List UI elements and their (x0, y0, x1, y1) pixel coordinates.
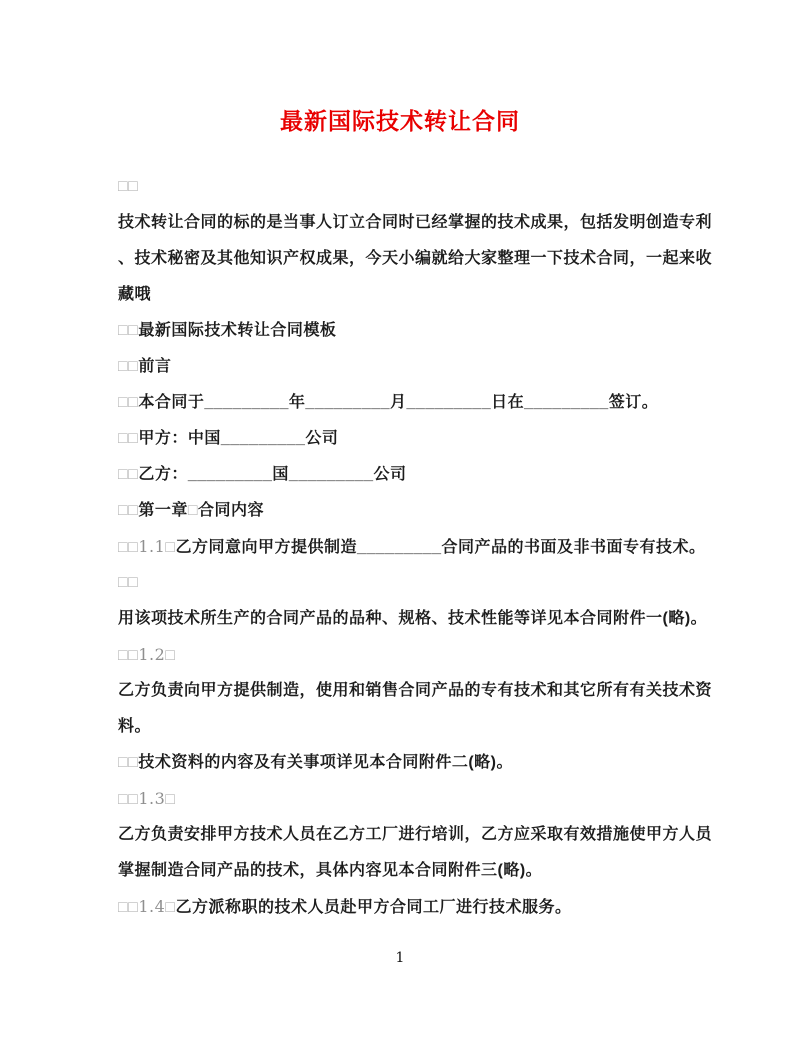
placeholder-box: □ (128, 322, 139, 339)
placeholder-box: □ (128, 394, 139, 411)
text-line: □□1.4□乙方派称职的技术人员赴甲方合同工厂进行技术服务。 (118, 897, 572, 916)
text-line: 乙方负责向甲方提供制造，使用和销售合同产品的专有技术和其它所有有关技术资 (118, 682, 713, 699)
placeholder-box: □ (128, 358, 139, 375)
text-line: 藏哦 (118, 286, 152, 303)
placeholder-box: □ (118, 394, 129, 411)
text-line: □□第一章□合同内容 (118, 502, 265, 519)
text-line (118, 637, 693, 673)
text-line: 掌握制造合同产品的技术，具体内容见本合同附件三(略)。 (118, 862, 543, 879)
placeholder-box: □ (118, 647, 129, 664)
text-line: 、技术秘密及其他知识产权成果，今天小编就给大家整理一下技术合同，一起来收 (118, 250, 713, 267)
placeholder-box: □ (165, 899, 176, 916)
placeholder-box: □ (118, 791, 129, 808)
clause-number: 1.1 (138, 537, 166, 556)
placeholder-box: □ (128, 791, 139, 808)
placeholder-box: □ (118, 539, 129, 556)
placeholder-box: □ (165, 539, 176, 556)
text-line: □□1.1□乙方同意向甲方提供制造_________合同产品的书面及非书面专有技术。 (118, 537, 706, 556)
placeholder-box: □ (118, 754, 129, 771)
text-line: 乙方负责安排甲方技术人员在乙方工厂进行培训，乙方应采取有效措施使甲方人员 (118, 826, 713, 843)
clause-number: 1.4 (138, 897, 166, 916)
placeholder-box: □ (128, 466, 139, 483)
placeholder-box: □ (118, 430, 129, 447)
placeholder-box: □ (128, 539, 139, 556)
text-line (118, 169, 693, 205)
document-body (118, 169, 713, 925)
placeholder-box: □ (118, 466, 129, 483)
placeholder-box: □ (165, 791, 176, 808)
document-title: 最新国际技术转让合同 (280, 108, 520, 134)
placeholder-box: □ (118, 358, 129, 375)
placeholder-box: □ (128, 899, 139, 916)
placeholder-box: □ (118, 502, 129, 519)
clause-number: 1.3 (138, 789, 166, 808)
text-line: □□甲方：中国_________公司 (118, 430, 339, 447)
text-line: □□乙方：_________国_________公司 (118, 466, 407, 483)
placeholder-box: □ (128, 502, 139, 519)
placeholder-box: □ (118, 322, 129, 339)
page-number: 1 (395, 950, 405, 966)
placeholder-box: □ (128, 647, 139, 664)
text-line (118, 565, 693, 601)
text-line (118, 781, 693, 817)
text-line: 用该项技术所生产的合同产品的品种、规格、技术性能等详见本合同附件一(略)。 (118, 610, 708, 627)
text-line: 料。 (118, 718, 152, 735)
clause-number: 1.2 (138, 645, 166, 664)
placeholder-box: □ (128, 574, 139, 591)
placeholder-box: □ (118, 899, 129, 916)
placeholder-box: □ (118, 178, 129, 195)
text-line: □□最新国际技术转让合同模板 (118, 322, 337, 339)
text-line: □□本合同于_________年_________月_________日在_________签订。 (118, 394, 659, 411)
placeholder-box: □ (128, 178, 139, 195)
text-line: □□技术资料的内容及有关事项详见本合同附件二(略)。 (118, 754, 514, 771)
text-line: 技术转让合同的标的是当事人订立合同时已经掌握的技术成果，包括发明创造专利 (118, 214, 713, 231)
placeholder-box: □ (118, 574, 129, 591)
placeholder-box: □ (128, 430, 139, 447)
placeholder-box: □ (187, 502, 199, 519)
placeholder-box: □ (165, 647, 176, 664)
text-line: □□前言 (118, 358, 172, 375)
placeholder-box: □ (128, 754, 139, 771)
